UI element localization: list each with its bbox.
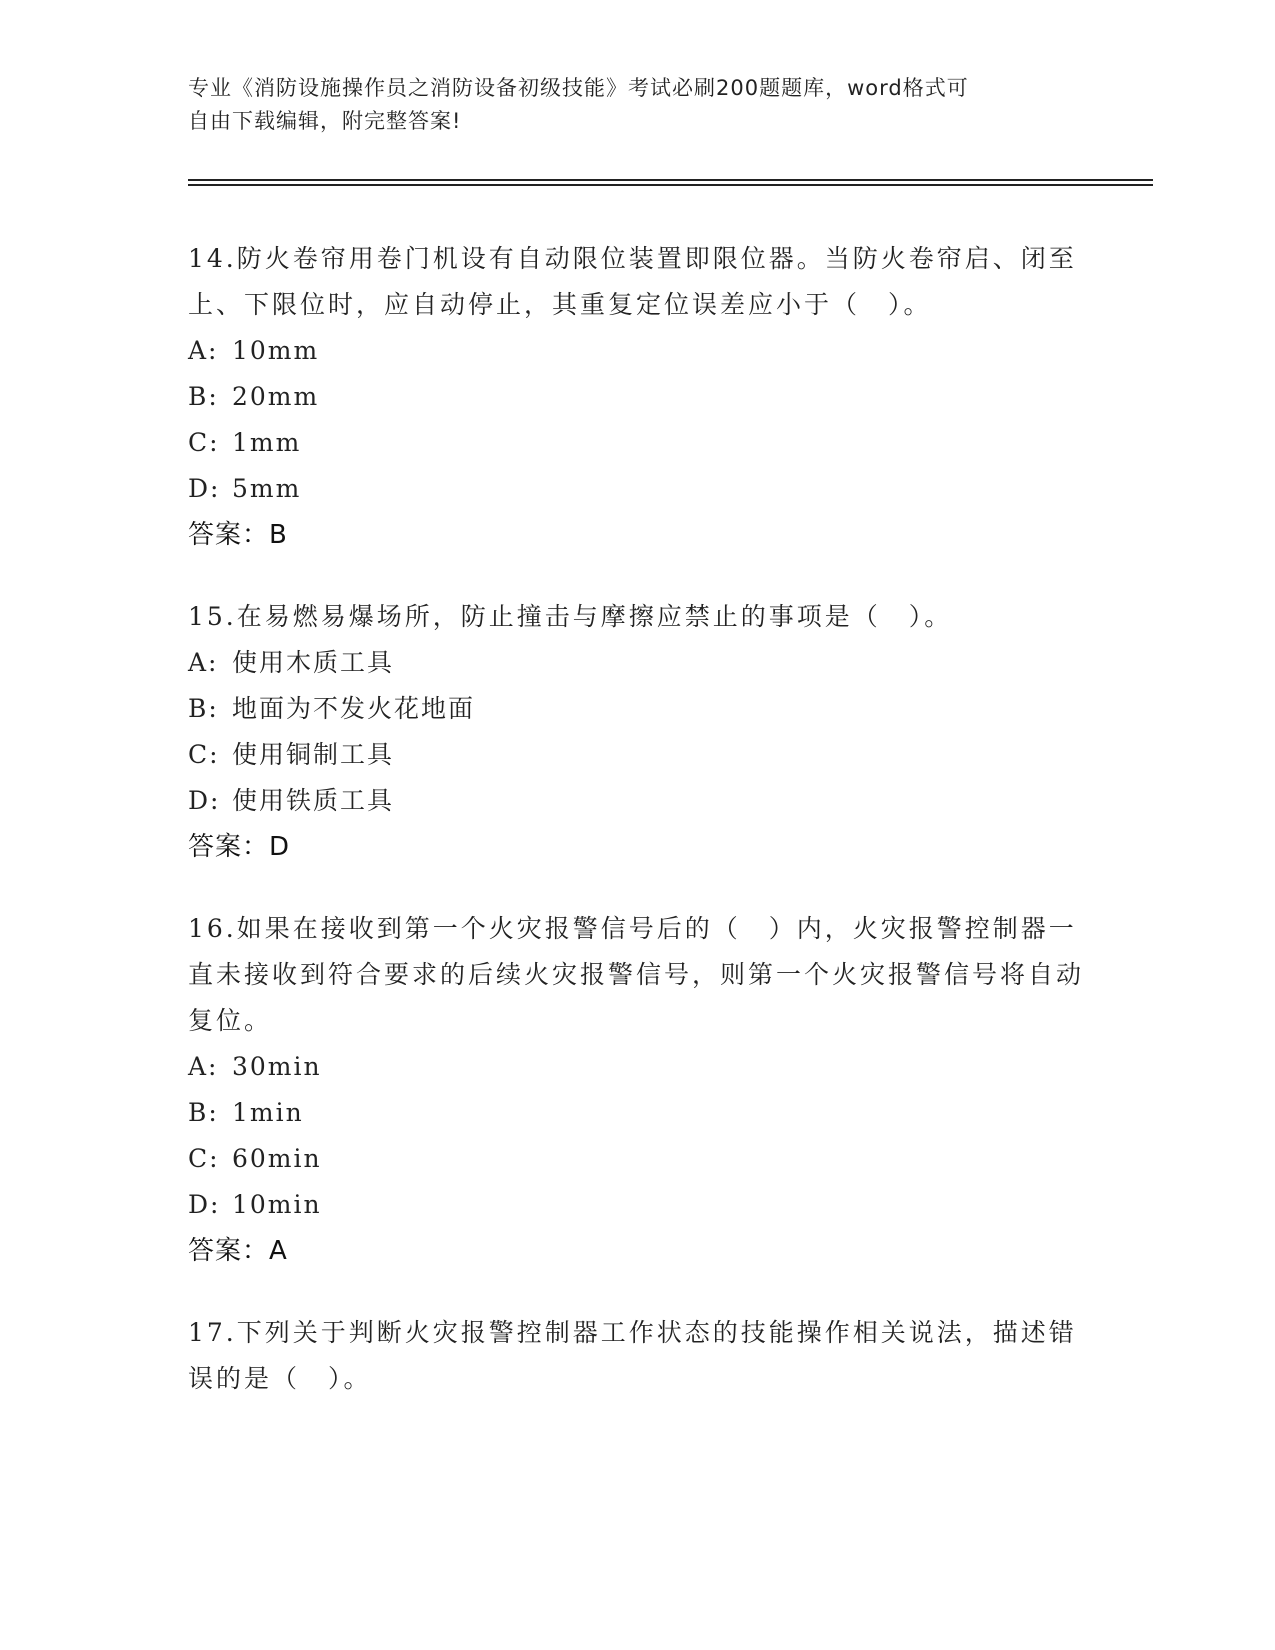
header-divider-top	[188, 179, 1153, 181]
option-c	[188, 732, 1088, 778]
question-stem: 15.在易燃易爆场所，防止撞击与摩擦应禁止的事项是（ ）。	[188, 602, 953, 631]
option-text: 10min	[232, 1190, 322, 1219]
option-key: A:	[188, 336, 219, 365]
header-line-1: 专业《消防设施操作员之消防设备初级技能》考试必刷200题题库，word格式可	[188, 76, 969, 100]
option-text: 使用铁质工具	[232, 786, 395, 815]
option-key: A:	[188, 1052, 219, 1081]
option-text: 1min	[232, 1098, 304, 1127]
option-key: C:	[188, 428, 220, 457]
question-17	[188, 1310, 1088, 1402]
question-15	[188, 594, 1088, 870]
option-key: A:	[188, 648, 219, 677]
option-key: B:	[188, 694, 219, 723]
answer-line: 答案：A	[188, 1236, 288, 1266]
option-key: B:	[188, 1098, 219, 1127]
option-text: 60min	[232, 1144, 322, 1173]
option-key: D:	[188, 1190, 221, 1219]
document-header	[188, 72, 1068, 138]
option-b	[188, 686, 1088, 732]
option-key: B:	[188, 382, 219, 411]
option-c	[188, 420, 1088, 466]
answer-line: 答案：B	[188, 520, 288, 550]
header-divider-bottom	[188, 184, 1153, 186]
option-key: C:	[188, 1144, 220, 1173]
option-key: D:	[188, 786, 221, 815]
option-d	[188, 466, 1088, 512]
option-d	[188, 1182, 1088, 1228]
option-text: 30min	[232, 1052, 322, 1081]
option-c	[188, 1136, 1088, 1182]
option-b	[188, 1090, 1088, 1136]
option-text: 1mm	[232, 428, 302, 457]
option-text: 使用木质工具	[232, 648, 395, 677]
option-text: 使用铜制工具	[232, 740, 395, 769]
answer-line: 答案：D	[188, 832, 291, 862]
option-text: 10mm	[232, 336, 320, 365]
question-16	[188, 906, 1088, 1274]
option-a	[188, 640, 1088, 686]
option-b	[188, 374, 1088, 420]
option-a	[188, 328, 1088, 374]
question-list	[188, 236, 1088, 1438]
question-stem: 14.防火卷帘用卷门机设有自动限位装置即限位器。当防火卷帘启、闭至上、下限位时，应自动停止，其重复定位误差应小于（ ）。	[188, 244, 1077, 319]
question-stem: 16.如果在接收到第一个火灾报警信号后的（ ）内，火灾报警控制器一直未接收到符合要求的后续火灾报警信号，则第一个火灾报警信号将自动复位。	[188, 914, 1085, 1035]
question-14	[188, 236, 1088, 558]
question-stem: 17.下列关于判断火灾报警控制器工作状态的技能操作相关说法，描述错误的是（ ）。	[188, 1318, 1077, 1393]
option-a	[188, 1044, 1088, 1090]
header-line-2: 自由下载编辑，附完整答案!	[188, 109, 462, 133]
option-d	[188, 778, 1088, 824]
option-text: 地面为不发火花地面	[232, 694, 476, 723]
option-text: 5mm	[232, 474, 302, 503]
option-key: C:	[188, 740, 220, 769]
option-key: D:	[188, 474, 221, 503]
option-text: 20mm	[232, 382, 320, 411]
